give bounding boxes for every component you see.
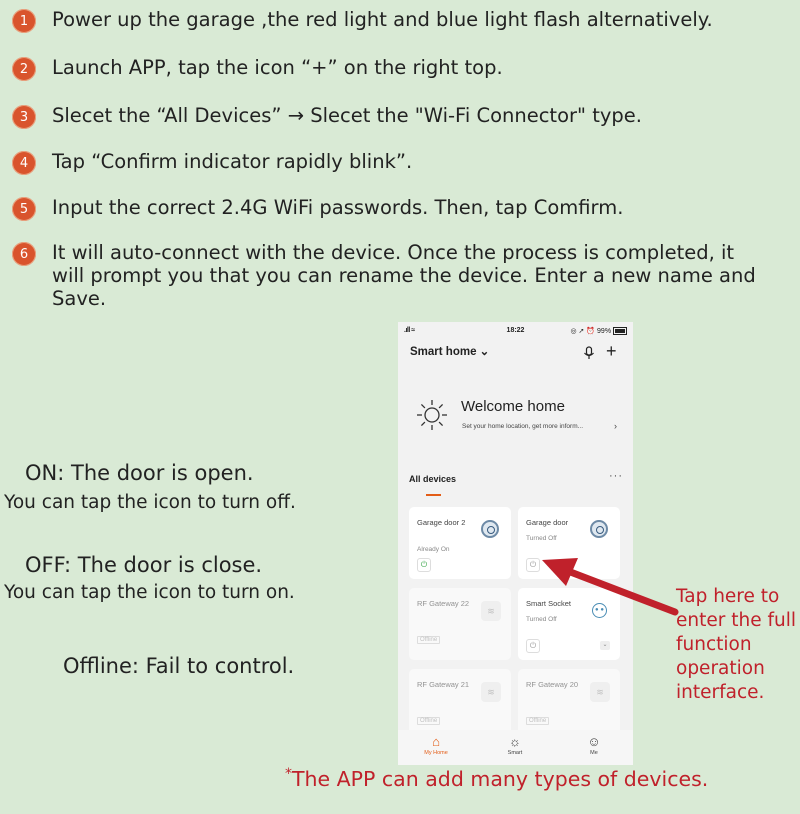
step-6	[12, 241, 772, 310]
step-text: Power up the garage ,the red light and blue light flash alternatively.	[52, 8, 713, 31]
tab-label: My Home	[424, 750, 448, 756]
step-text: Launch APP, tap the icon “+” on the right top.	[52, 56, 503, 79]
welcome-heading: Welcome home	[461, 398, 565, 415]
step-number-badge: 2	[12, 57, 36, 81]
signal-icon: .ıll ≈	[404, 327, 415, 334]
legend-off-desc: You can tap the icon to turn on.	[4, 582, 295, 603]
wifi-icon: ≋	[590, 682, 610, 702]
step-text: It will auto-connect with the device. Once the process is completed, it will prompt you that you can rename the device. Enter a new name and Save.	[52, 241, 756, 310]
microphone-icon[interactable]	[582, 346, 596, 360]
device-status: Turned Off	[526, 616, 557, 623]
socket-icon: ● ●	[592, 603, 607, 618]
legend-offline: Offline: Fail to control.	[63, 654, 295, 678]
wifi-icon: ≋	[481, 682, 501, 702]
power-off-icon[interactable]: ⏻	[526, 558, 540, 572]
chevron-down-icon[interactable]: ⌄	[600, 641, 610, 650]
home-icon: ⌂	[432, 734, 440, 749]
device-name: RF Gateway 21	[417, 680, 470, 689]
device-name: Garage door 2	[417, 518, 466, 527]
wifi-icon: ≋	[481, 601, 501, 621]
home-selector[interactable]: Smart home ⌄	[410, 346, 490, 358]
step-number-badge: 1	[12, 9, 36, 33]
power-on-icon[interactable]: ⏻	[417, 558, 431, 572]
bottom-tab-bar	[398, 730, 633, 765]
add-device-icon[interactable]: +	[606, 341, 617, 361]
tab-all-devices[interactable]: All devices	[409, 474, 457, 484]
welcome-subtext[interactable]: Set your home location, get more inform...	[462, 423, 584, 430]
device-status: Already On	[417, 546, 450, 553]
device-card-rf-gateway-22[interactable]	[409, 588, 511, 660]
active-tab-underline	[426, 494, 441, 496]
offline-badge: Offline	[417, 636, 440, 644]
power-off-icon[interactable]: ⏻	[526, 639, 540, 653]
tab-smart[interactable]	[485, 734, 545, 756]
tab-me[interactable]	[564, 734, 624, 756]
offline-badge: Offline	[526, 717, 549, 725]
battery-percent: 99%	[597, 328, 612, 335]
chevron-right-icon[interactable]: ›	[614, 421, 617, 431]
red-arrow-icon	[530, 550, 680, 620]
tab-label: Me	[590, 750, 598, 756]
footnote-mark: *	[285, 766, 292, 782]
status-bar	[398, 322, 633, 340]
step-number-badge: 4	[12, 151, 36, 175]
callout-text: Tap here to enter the full function operation interface.	[676, 586, 796, 703]
status-right: ◎ ➚ ⏰ 99%	[571, 327, 628, 335]
step-4	[12, 150, 412, 175]
device-name: RF Gateway 22	[417, 599, 470, 608]
device-name: Smart Socket	[526, 599, 572, 608]
garage-door-icon	[481, 520, 499, 538]
tab-label: Smart	[507, 750, 523, 756]
device-card-garage-door-2[interactable]	[409, 507, 511, 579]
step-number-badge: 5	[12, 197, 36, 221]
step-5	[12, 196, 623, 221]
phone-screenshot	[398, 322, 633, 765]
status-time: 18:22	[506, 327, 525, 334]
step-3	[12, 104, 642, 129]
legend-on-title: ON: The door is open.	[25, 461, 254, 485]
footnote-text: The APP can add many types of devices.	[292, 767, 709, 791]
device-name: Garage door	[526, 518, 569, 527]
offline-badge: Offline	[417, 717, 440, 725]
step-text: Input the correct 2.4G WiFi passwords. Then, tap Comfirm.	[52, 196, 624, 219]
garage-door-icon	[590, 520, 608, 538]
sun-icon	[415, 398, 449, 432]
step-number-badge: 3	[12, 105, 36, 129]
smart-sun-icon: ☼	[509, 734, 521, 749]
device-name: RF Gateway 20	[526, 680, 579, 689]
footnote	[285, 766, 708, 791]
battery-icon	[613, 327, 627, 335]
legend-on-desc: You can tap the icon to turn off.	[4, 492, 296, 513]
tab-my-home[interactable]	[406, 734, 466, 756]
profile-icon: ☺	[587, 734, 601, 749]
step-2	[12, 56, 503, 81]
step-1	[12, 8, 713, 33]
more-icon[interactable]: ···	[609, 470, 623, 482]
device-status: Turned Off	[526, 535, 557, 542]
legend-off-title: OFF: The door is close.	[25, 553, 263, 577]
step-text: Slecet the “All Devices” → Slecet the "Wi-Fi Connector" type.	[52, 104, 642, 127]
step-text: Tap “Confirm indicator rapidly blink”.	[52, 150, 413, 173]
step-number-badge: 6	[12, 242, 36, 266]
